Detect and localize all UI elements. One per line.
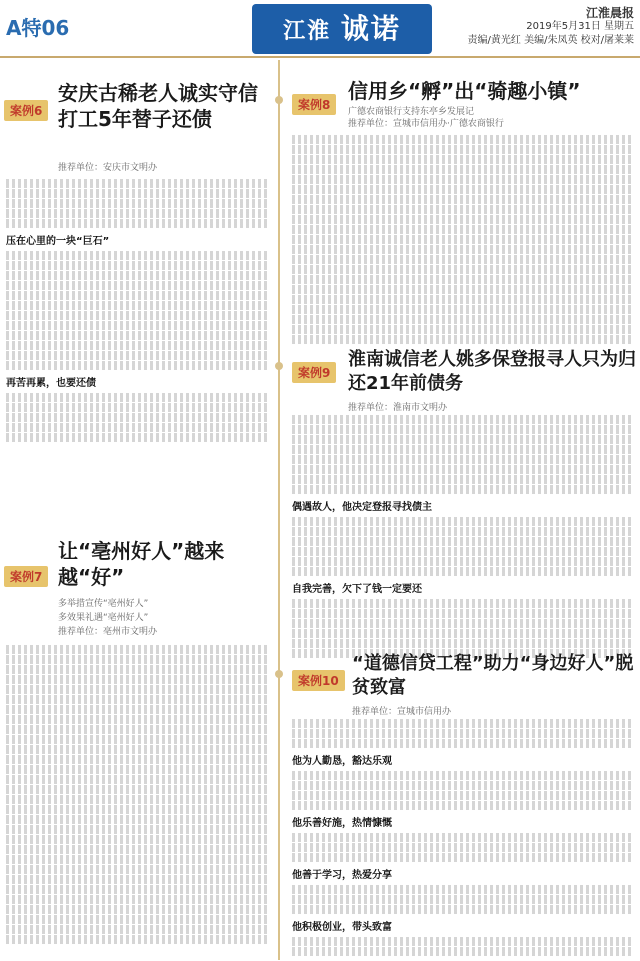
case9-tag-wrap bbox=[292, 362, 336, 383]
case6-unit: 推荐单位：安庆市文明办 bbox=[58, 163, 158, 173]
case9-body bbox=[292, 414, 634, 660]
case6-tag-wrap bbox=[4, 100, 48, 121]
case6-section-1: 压在心里的一块“巨石” bbox=[6, 236, 110, 247]
case10-title: “道德信贷工程”助力“身边好人”脱贫致富 bbox=[352, 653, 634, 698]
case10-section-1: 他为人勤恳，豁达乐观 bbox=[292, 756, 392, 767]
timeline bbox=[278, 60, 280, 960]
case7-body bbox=[6, 644, 270, 956]
case8-tag-wrap bbox=[292, 94, 336, 115]
case10-body bbox=[292, 718, 634, 956]
case8-title: 信用乡“孵”出“骑趣小镇” bbox=[348, 79, 581, 103]
case8-sub: 广德农商银行支持东亭乡发展记 bbox=[348, 107, 475, 117]
section-banner bbox=[252, 4, 432, 54]
page-number: A特06 bbox=[6, 16, 70, 40]
case6-section-2: 再苦再累，也要还债 bbox=[6, 378, 96, 389]
case7-sub2: 多效果礼遇“亳州好人” bbox=[58, 613, 149, 623]
case9-unit: 推荐单位：淮南市文明办 bbox=[348, 403, 448, 413]
case6-body bbox=[6, 178, 270, 442]
case9-section-1: 偶遇故人，他决定登报寻找债主 bbox=[292, 502, 432, 513]
case10-tag-wrap bbox=[292, 670, 345, 691]
case6-title: 安庆古稀老人诚实守信打工5年替子还债 bbox=[58, 81, 258, 131]
case7-title: 让“亳州好人”越来越“好” bbox=[58, 539, 225, 589]
case9-title: 淮南诚信老人姚多保登报寻人只为归还21年前债务 bbox=[348, 349, 636, 394]
case-tag: 案例6 bbox=[4, 100, 48, 121]
header-rule bbox=[0, 56, 640, 58]
case10-section-4: 他积极创业，带头致富 bbox=[292, 922, 392, 933]
case7-sub1: 多举措宣传“亳州好人” bbox=[58, 599, 149, 609]
timeline-dot bbox=[275, 670, 283, 678]
case8-unit: 推荐单位：宣城市信用办·广德农商银行 bbox=[348, 119, 504, 129]
case-tag: 案例7 bbox=[4, 566, 48, 587]
case10-unit: 推荐单位：宣城市信用办 bbox=[352, 707, 452, 717]
case-tag: 案例10 bbox=[292, 670, 345, 691]
case10-section-2: 他乐善好施，热情慷慨 bbox=[292, 818, 392, 829]
case9-section-2: 自我完善，欠下了钱一定要还 bbox=[292, 584, 422, 595]
masthead bbox=[444, 6, 634, 48]
case8-body bbox=[292, 134, 634, 348]
timeline-dot bbox=[275, 96, 283, 104]
editors: 责编/黄光红 美编/朱凤英 校对/屠莱莱 bbox=[467, 35, 634, 46]
banner-a: 江淮 bbox=[283, 18, 332, 44]
case10-section-3: 他善于学习，热爱分享 bbox=[292, 870, 392, 881]
paper-name: 江淮晨报 bbox=[585, 6, 634, 20]
case-tag: 案例9 bbox=[292, 362, 336, 383]
case7-tag-wrap bbox=[4, 566, 48, 587]
case7-unit: 推荐单位：亳州市文明办 bbox=[58, 627, 158, 637]
case-tag: 案例8 bbox=[292, 94, 336, 115]
banner-b: 诚诺 bbox=[340, 12, 401, 45]
timeline-dot bbox=[275, 362, 283, 370]
issue-date: 2019年5月31日 星期五 bbox=[526, 21, 634, 32]
page-header bbox=[0, 0, 640, 58]
